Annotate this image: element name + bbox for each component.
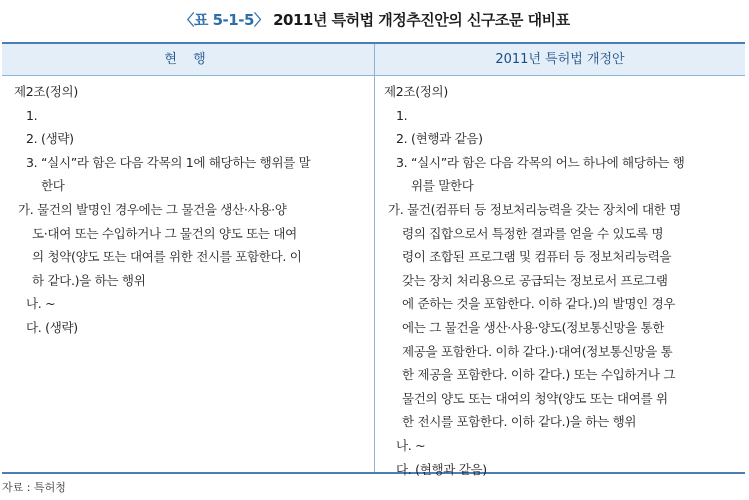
text-line: 하 같다.)을 하는 행위 (32, 272, 146, 288)
table-number: 〈표 5-1-5〉 (179, 11, 269, 29)
text-line: 도·대여 또는 수입하거나 그 물건의 양도 또는 대여 (32, 225, 297, 241)
text-line: 물건의 양도 또는 대여의 청약(양도 또는 대여를 위 (402, 390, 668, 406)
text-line: 2. (생략) (26, 131, 74, 147)
text-line: 제2조(정의) (14, 84, 78, 99)
text-line: 나. ~ (396, 437, 426, 453)
text-line: 가. 물건의 발명인 경우에는 그 물건을 생산·사용·양 (18, 201, 287, 217)
text-line: 의 청약(양도 또는 대여를 위한 전시를 포함한다. 이 (32, 249, 302, 265)
header-current-law: 현 행 (164, 52, 212, 67)
text-line: 령의 집합으로서 특정한 결과를 얻을 수 있도록 명 (402, 225, 664, 241)
text-line: 3. “실시”라 함은 다음 각목의 어느 하나에 해당하는 행 (396, 154, 685, 170)
text-line: 한 제공을 포함한다. 이하 같다.) 또는 수입하거나 그 (402, 367, 676, 383)
text-line: 3. “실시”라 함은 다음 각목의 1에 해당하는 행위를 말 (26, 154, 311, 170)
text-line: 에는 그 물건을 생산·사용·양도(정보통신망을 통한 (402, 319, 665, 335)
text-line: 갖는 장치 처리용으로 공급되는 정보로서 프로그램 (402, 272, 668, 288)
current-law-column (14, 80, 366, 340)
text-line: 나. ~ (26, 296, 56, 312)
table-title-text: 2011년 특허법 개정추진안의 신구조문 대비표 (273, 11, 570, 29)
text-line: 한다 (41, 178, 65, 194)
text-line: 제2조(정의) (384, 84, 448, 99)
text-line: 제공을 포함한다. 이하 같다.)·대여(정보통신망을 통 (402, 343, 673, 359)
text-line: 위를 말한다 (411, 178, 474, 194)
text-line: 령이 조합된 프로그램 및 컴퓨터 등 정보처리능력을 (402, 249, 672, 265)
text-line: 다. (현행과 같음) (396, 461, 487, 477)
source-note: 자료 : 특허청 (2, 481, 66, 494)
text-line: 한 전시를 포함한다. 이하 같다.)을 하는 행위 (402, 414, 637, 430)
text-line: 다. (생략) (26, 319, 78, 335)
column-divider (374, 44, 375, 472)
comparison-table (2, 42, 745, 477)
text-line: 2. (현행과 같음) (396, 131, 483, 147)
text-line: 가. 물건(컴퓨터 등 정보처리능력을 갖는 장치에 대한 명 (388, 201, 682, 217)
text-line: 에 준하는 것을 포함한다. 이하 같다.)의 발명인 경우 (402, 296, 676, 312)
table-title (0, 9, 749, 30)
amendment-column (384, 80, 736, 481)
header-amendment: 2011년 특허법 개정안 (495, 52, 625, 67)
text-line: 1. (396, 107, 408, 123)
text-line: 1. (26, 107, 38, 123)
